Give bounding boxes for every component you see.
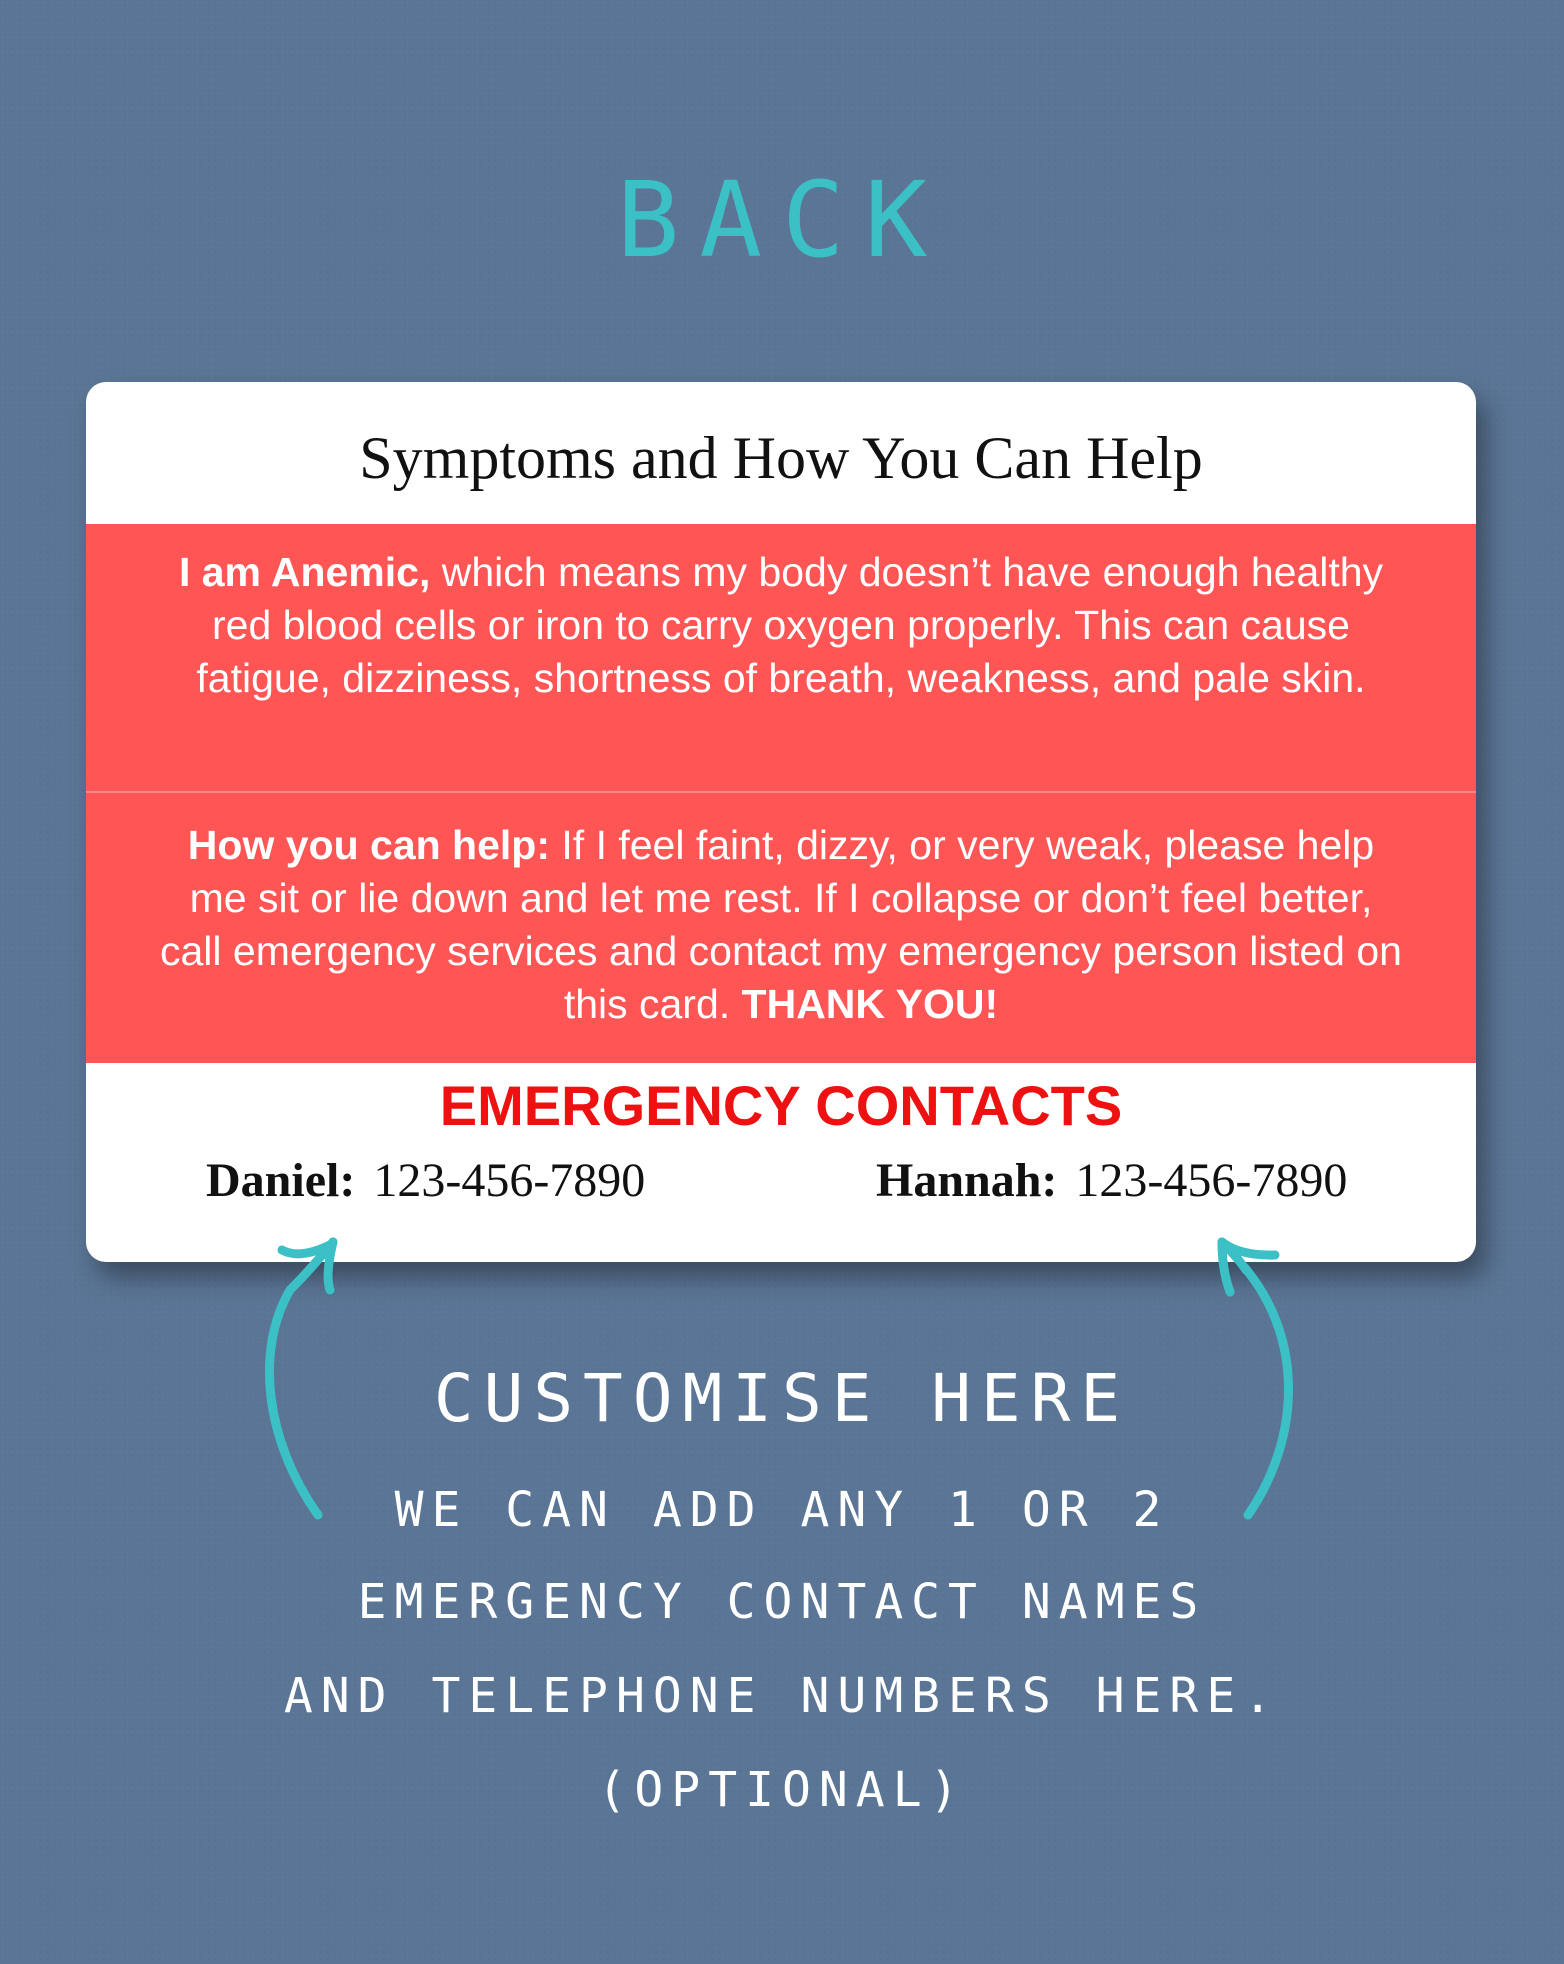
- condition-text: which means my body doesn’t have enough healthy red blood cells or iron to carry oxygen properly. This can cause fatigue, dizziness, shortness of breath, weakness, and pale skin.: [196, 549, 1384, 701]
- page-heading: BACK: [616, 159, 948, 281]
- customise-line: AND TELEPHONE NUMBERS HERE.: [283, 1668, 1281, 1724]
- customise-line: EMERGENCY CONTACT NAMES: [357, 1574, 1207, 1630]
- help-text: If I feel faint, dizzy, or very weak, please help me sit or lie down and let me rest. If I collapse or don’t feel better, call emergency services and contact my emergency person listed on this card.: [160, 822, 1402, 1027]
- help-lead: How you can help:: [187, 822, 550, 868]
- contact-name: Hannah:: [876, 1154, 1058, 1207]
- contact-phone: 123-456-7890: [373, 1154, 646, 1207]
- condition-lead: I am Anemic,: [178, 549, 431, 595]
- customise-line: WE CAN ADD ANY 1 OR 2: [394, 1482, 1170, 1538]
- contact-phone: 123-456-7890: [1075, 1154, 1348, 1207]
- card-title: Symptoms and How You Can Help: [359, 425, 1203, 491]
- customise-line: (OPTIONAL): [597, 1762, 967, 1818]
- contact-name: Daniel:: [206, 1154, 356, 1207]
- customise-title: CUSTOMISE HERE: [433, 1360, 1131, 1437]
- emergency-contacts-title: EMERGENCY CONTACTS: [439, 1074, 1123, 1137]
- help-closing: THANK YOU!: [741, 981, 999, 1027]
